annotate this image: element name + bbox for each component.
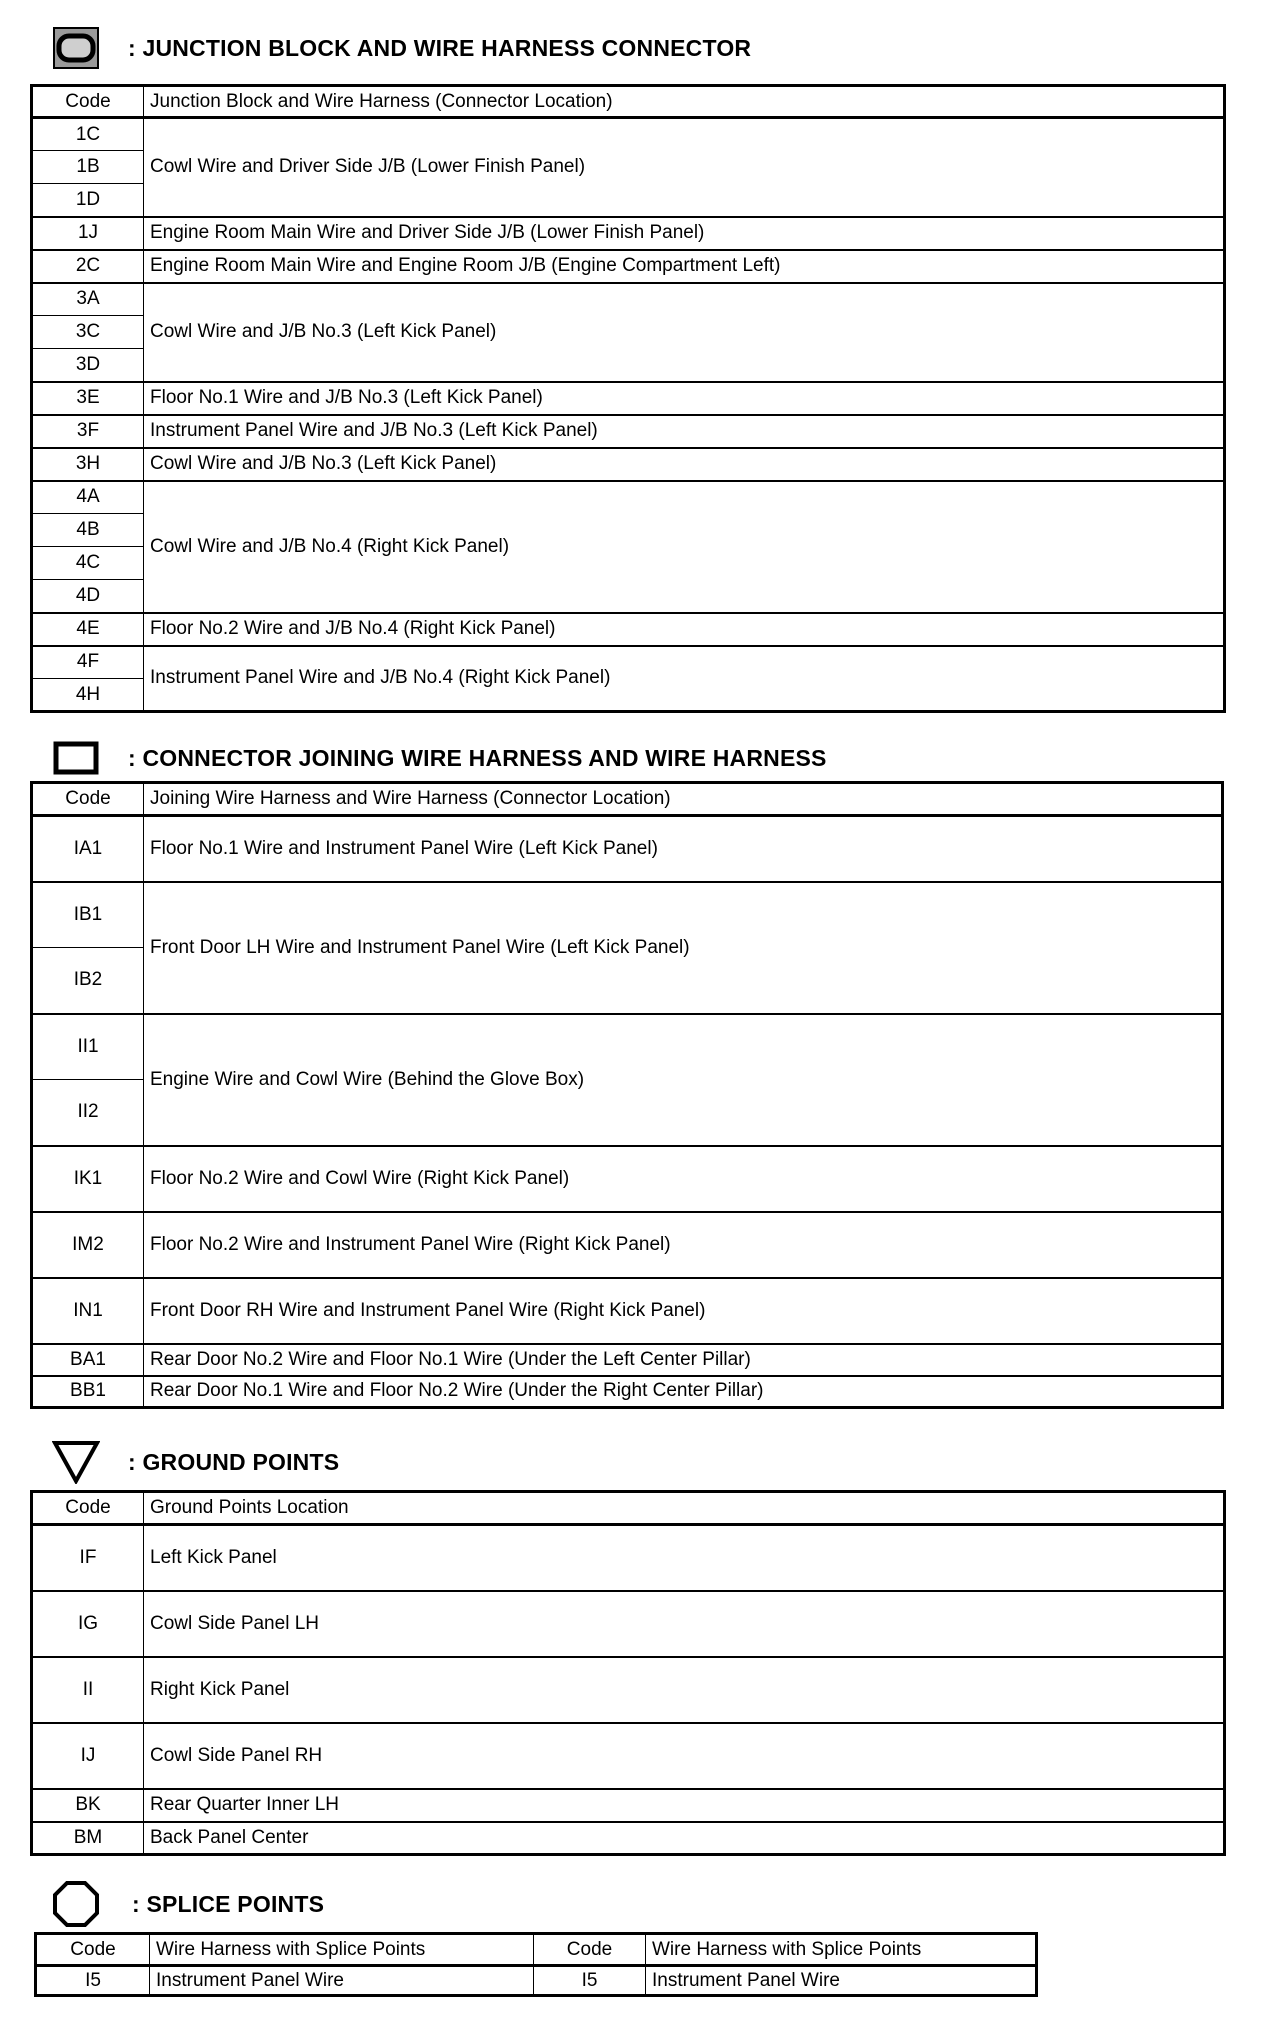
column-header-code: Code <box>32 783 144 816</box>
code-cell: 3C <box>32 316 144 349</box>
code-cell: II <box>32 1657 144 1723</box>
code-cell: 3D <box>32 349 144 382</box>
table-row <box>32 448 1225 481</box>
table-row <box>32 415 1225 448</box>
location-cell: Cowl Wire and J/B No.3 (Left Kick Panel) <box>144 448 1225 481</box>
location-cell: Right Kick Panel <box>144 1657 1225 1723</box>
table-header-row <box>32 783 1223 816</box>
code-cell: 1C <box>32 118 144 151</box>
table-row <box>32 1525 1225 1591</box>
table-row <box>32 1789 1225 1822</box>
code-cell: 2C <box>32 250 144 283</box>
splice-section-title: : SPLICE POINTS <box>132 1890 325 1917</box>
wire-harness-cell: Instrument Panel Wire <box>646 1966 1037 1996</box>
table-row <box>32 1723 1225 1789</box>
location-cell: Floor No.2 Wire and Cowl Wire (Right Kick Panel) <box>144 1146 1223 1212</box>
table-row <box>32 1212 1223 1278</box>
table-row <box>32 1146 1223 1212</box>
junction-table <box>30 84 1226 713</box>
table-row <box>32 382 1225 415</box>
location-cell: Floor No.1 Wire and J/B No.3 (Left Kick Panel) <box>144 382 1225 415</box>
code-cell: IK1 <box>32 1146 144 1212</box>
code-cell: 3E <box>32 382 144 415</box>
code-cell: BK <box>32 1789 144 1822</box>
location-cell: Engine Room Main Wire and Engine Room J/B (Engine Compartment Left) <box>144 250 1225 283</box>
location-cell: Rear Door No.1 Wire and Floor No.2 Wire (Under the Right Center Pillar) <box>144 1376 1223 1408</box>
column-header-location: Joining Wire Harness and Wire Harness (Connector Location) <box>144 783 1223 816</box>
connector-square-icon <box>52 736 100 780</box>
code-cell: 3A <box>32 283 144 316</box>
connector-section-header <box>52 736 827 780</box>
code-cell: 1B <box>32 151 144 184</box>
splice-table <box>34 1932 1038 1997</box>
code-cell: IB1 <box>32 882 144 948</box>
column-header-code: Code <box>36 1934 150 1966</box>
table-row <box>32 283 1225 316</box>
table-row <box>32 481 1225 514</box>
table-row <box>32 217 1225 250</box>
code-cell: 4E <box>32 613 144 646</box>
location-cell: Engine Room Main Wire and Driver Side J/B (Lower Finish Panel) <box>144 217 1225 250</box>
location-cell: Cowl Side Panel RH <box>144 1723 1225 1789</box>
code-cell: 4H <box>32 679 144 712</box>
code-cell: IG <box>32 1591 144 1657</box>
code-cell: IM2 <box>32 1212 144 1278</box>
table-header-row <box>36 1934 1037 1966</box>
code-cell: BA1 <box>32 1344 144 1376</box>
table-row <box>32 1657 1225 1723</box>
table-row <box>32 816 1223 882</box>
location-cell: Rear Door No.2 Wire and Floor No.1 Wire (Under the Left Center Pillar) <box>144 1344 1223 1376</box>
location-cell: Floor No.2 Wire and J/B No.4 (Right Kick Panel) <box>144 613 1225 646</box>
location-cell: Back Panel Center <box>144 1822 1225 1855</box>
location-cell: Engine Wire and Cowl Wire (Behind the Glove Box) <box>144 1014 1223 1146</box>
column-header-location: Junction Block and Wire Harness (Connector Location) <box>144 86 1225 118</box>
table-row <box>32 613 1225 646</box>
table-row <box>32 1591 1225 1657</box>
table-header-row <box>32 86 1225 118</box>
junction-section-header <box>52 26 751 70</box>
table-row <box>32 1278 1223 1344</box>
code-cell: 3H <box>32 448 144 481</box>
location-cell: Cowl Wire and J/B No.3 (Left Kick Panel) <box>144 283 1225 382</box>
column-header-wire-harness: Wire Harness with Splice Points <box>646 1934 1037 1966</box>
code-cell: IN1 <box>32 1278 144 1344</box>
location-cell: Instrument Panel Wire and J/B No.3 (Left Kick Panel) <box>144 415 1225 448</box>
ground-triangle-icon <box>52 1440 100 1484</box>
table-row <box>32 1376 1223 1408</box>
ground-section-title: : GROUND POINTS <box>128 1448 340 1475</box>
location-cell: Cowl Wire and Driver Side J/B (Lower Finish Panel) <box>144 118 1225 217</box>
code-cell: 4A <box>32 481 144 514</box>
code-cell: 3F <box>32 415 144 448</box>
junction-section-title: : JUNCTION BLOCK AND WIRE HARNESS CONNECTOR <box>128 34 752 61</box>
splice-octagon-icon <box>52 1882 100 1926</box>
table-row <box>32 250 1225 283</box>
column-header-wire-harness: Wire Harness with Splice Points <box>150 1934 534 1966</box>
code-cell: II1 <box>32 1014 144 1080</box>
table-row <box>32 118 1225 151</box>
table-header-row <box>32 1492 1225 1525</box>
junction-block-icon <box>52 26 100 70</box>
location-cell: Rear Quarter Inner LH <box>144 1789 1225 1822</box>
ground-table <box>30 1490 1226 1856</box>
code-cell: 1J <box>32 217 144 250</box>
code-cell: IB2 <box>32 948 144 1014</box>
location-cell: Front Door RH Wire and Instrument Panel Wire (Right Kick Panel) <box>144 1278 1223 1344</box>
column-header-location: Ground Points Location <box>144 1492 1225 1525</box>
location-cell: Cowl Side Panel LH <box>144 1591 1225 1657</box>
column-header-code: Code <box>32 1492 144 1525</box>
location-cell: Instrument Panel Wire and J/B No.4 (Right Kick Panel) <box>144 646 1225 712</box>
code-cell: II2 <box>32 1080 144 1146</box>
location-cell: Left Kick Panel <box>144 1525 1225 1591</box>
table-row <box>32 646 1225 679</box>
code-cell: 4F <box>32 646 144 679</box>
table-row <box>32 1014 1223 1080</box>
location-cell: Floor No.2 Wire and Instrument Panel Wire (Right Kick Panel) <box>144 1212 1223 1278</box>
table-row <box>32 1344 1223 1376</box>
code-cell: IJ <box>32 1723 144 1789</box>
code-cell: 1D <box>32 184 144 217</box>
connector-table <box>30 781 1224 1409</box>
ground-section-header <box>52 1440 339 1484</box>
code-cell: IA1 <box>32 816 144 882</box>
code-cell: IF <box>32 1525 144 1591</box>
table-row <box>36 1966 1037 1996</box>
location-cell: Floor No.1 Wire and Instrument Panel Wire (Left Kick Panel) <box>144 816 1223 882</box>
location-cell: Cowl Wire and J/B No.4 (Right Kick Panel) <box>144 481 1225 613</box>
connector-section-title: : CONNECTOR JOINING WIRE HARNESS AND WIRE HARNESS <box>128 744 827 771</box>
code-cell: 4C <box>32 547 144 580</box>
code-cell: I5 <box>534 1966 646 1996</box>
code-cell: 4D <box>32 580 144 613</box>
code-cell: BM <box>32 1822 144 1855</box>
wire-harness-cell: Instrument Panel Wire <box>150 1966 534 1996</box>
splice-section-header <box>52 1882 324 1926</box>
code-cell: 4B <box>32 514 144 547</box>
column-header-code: Code <box>32 86 144 118</box>
table-row <box>32 882 1223 948</box>
table-row <box>32 1822 1225 1855</box>
code-cell: BB1 <box>32 1376 144 1408</box>
code-cell: I5 <box>36 1966 150 1996</box>
location-cell: Front Door LH Wire and Instrument Panel Wire (Left Kick Panel) <box>144 882 1223 1014</box>
column-header-code: Code <box>534 1934 646 1966</box>
